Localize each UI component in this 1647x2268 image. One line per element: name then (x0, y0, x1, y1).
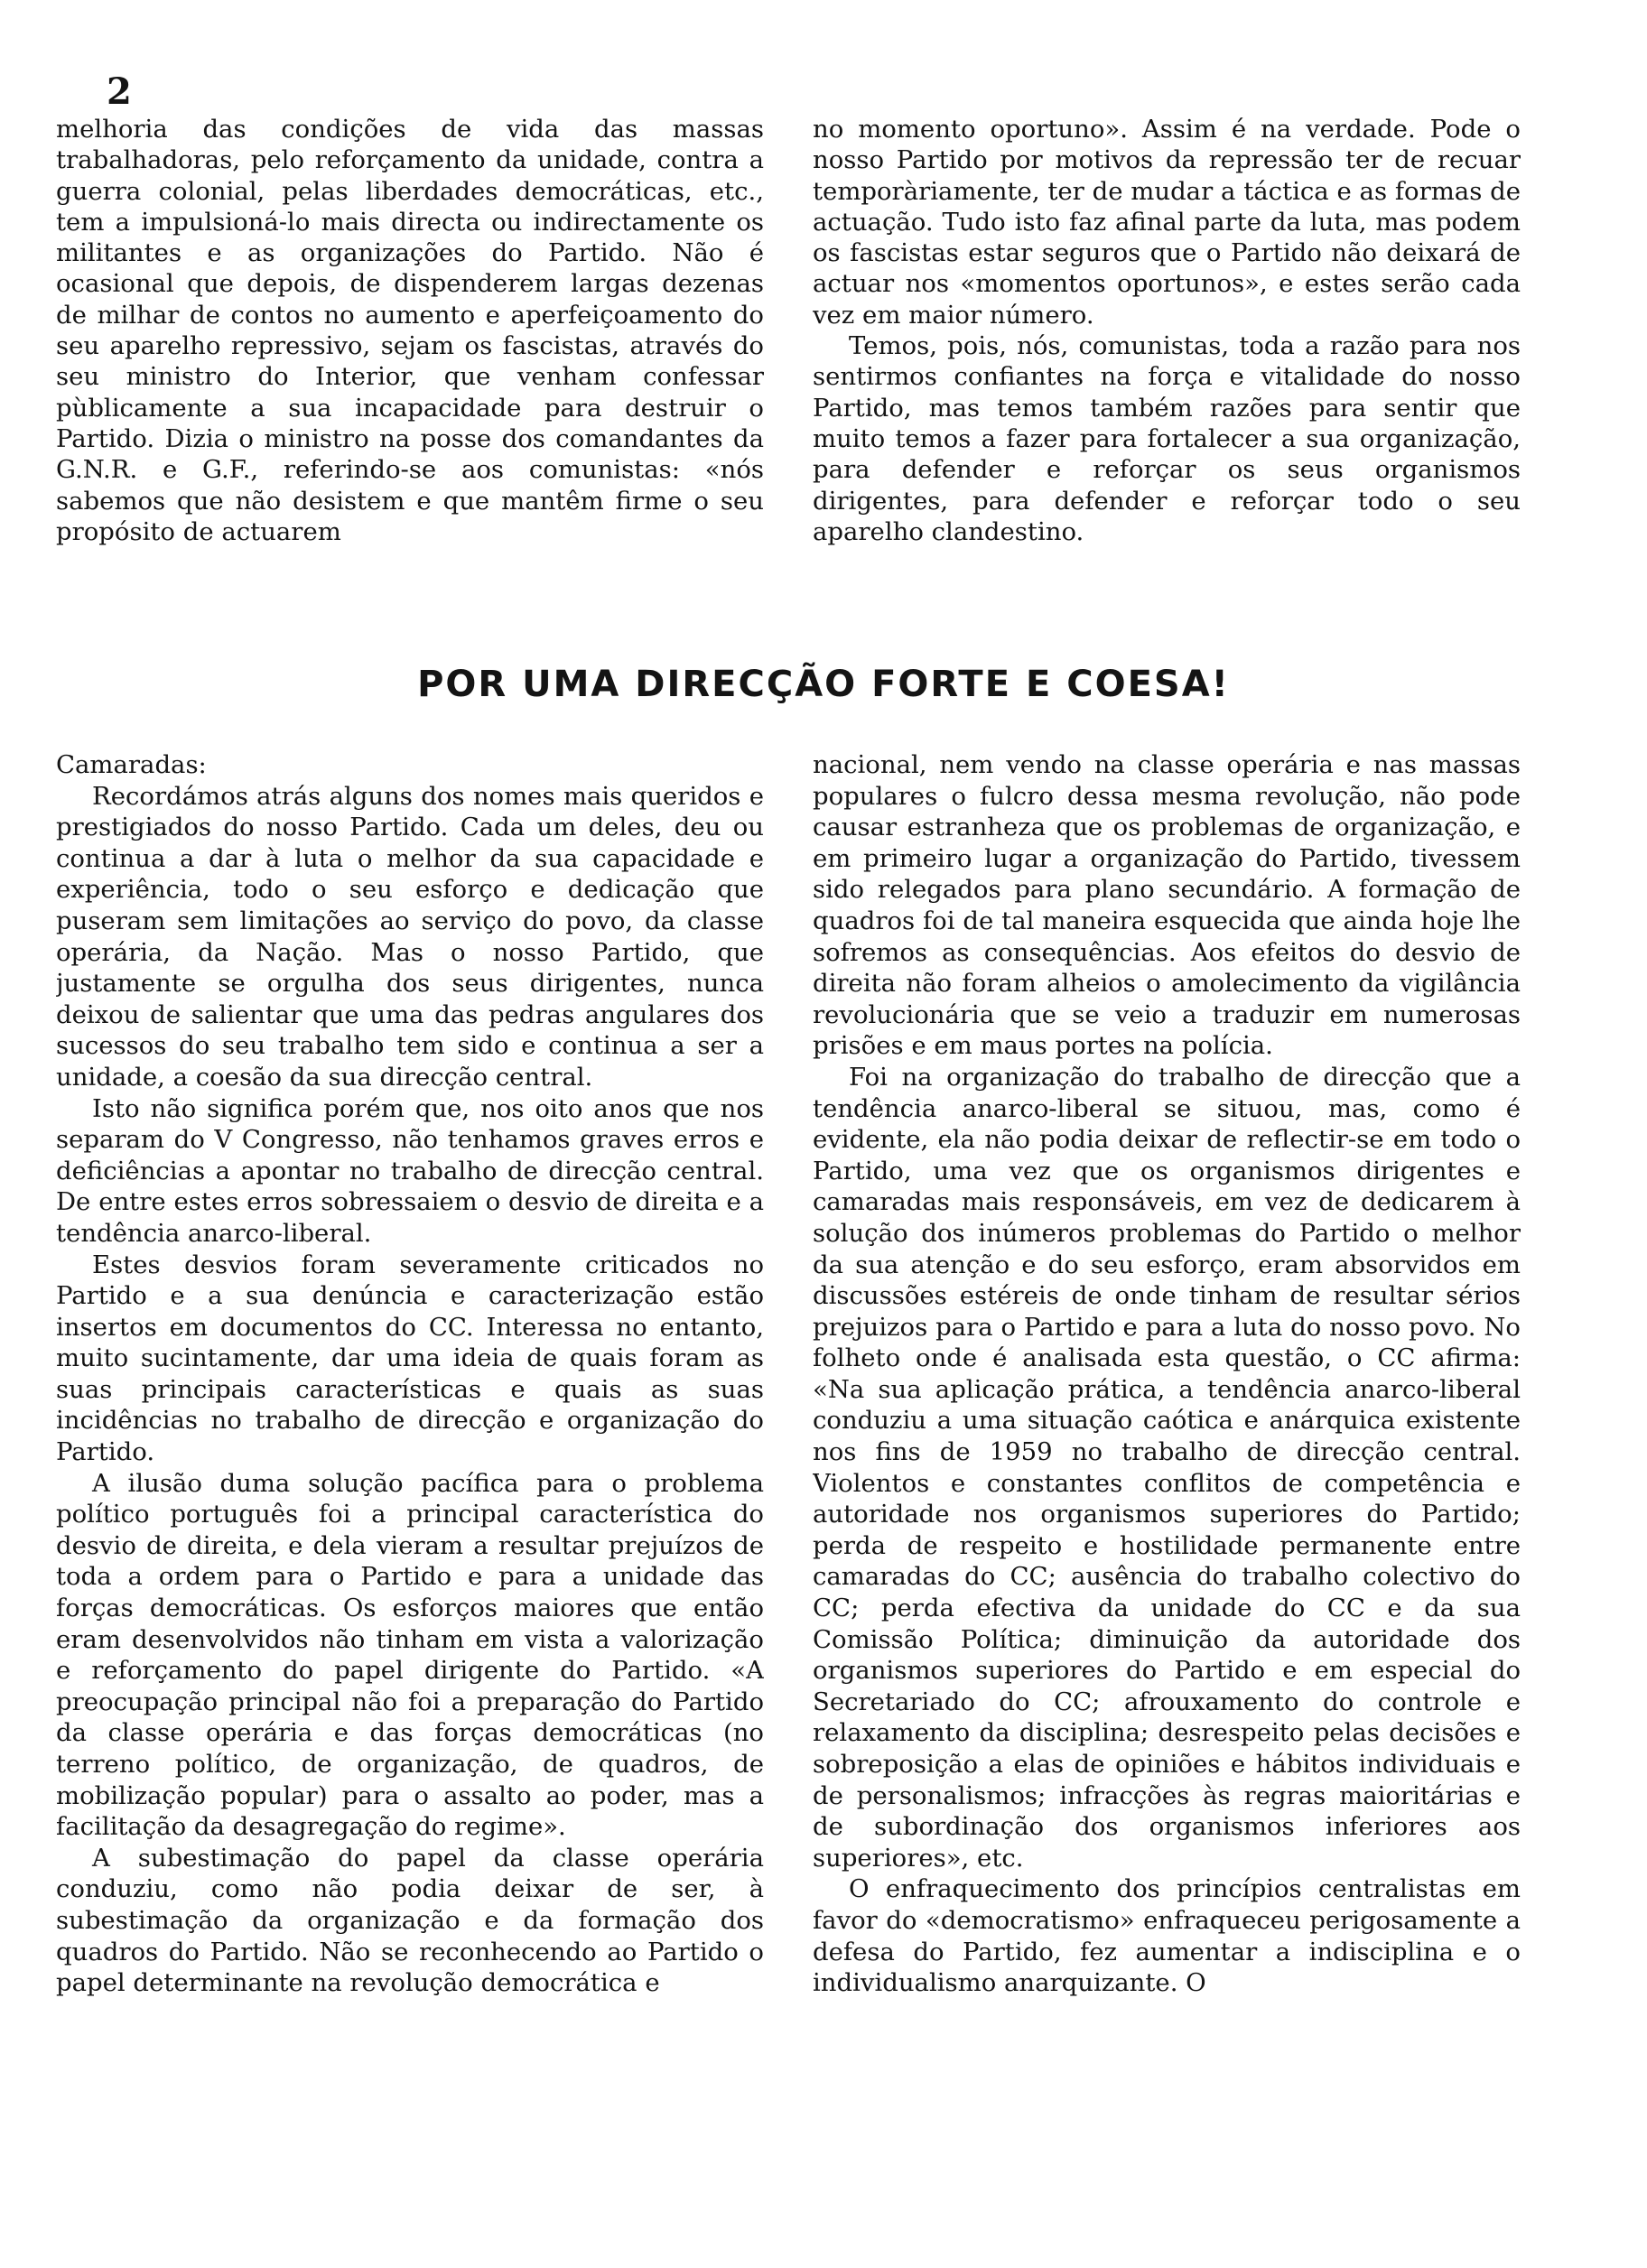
paragraph: Foi na organização do trabalho de direcção que a tendência anarco-liberal se situou, mas, como é evidente, ela não podia deixar de reflectir-se em todo o Partido, uma vez que os organismos dirigentes e camaradas mais responsáveis, em vez de dedicarem à solução dos inúmeros problemas do Partido o melhor da sua atenção e do seu esforço, eram absorvidos em discussões estéreis de onde tinham de resultar sérios prejuizos para o Partido e para a luta do nosso povo. No folheto onde é analisada esta questão, o CC afirma: «Na sua aplicação prática, a tendência anarco-liberal conduziu a uma situação caótica e anárquica existente nos fins de 1959 no trabalho de direcção central. Violentos e constantes conflitos de competência e autoridade nos organismos superiores do Partido; perda de respeito e hostilidade permanente entre camaradas do CC; ausência do trabalho colectivo do CC; perda efectiva da unidade do CC e da sua Comissão Política; diminuição da autoridade dos organismos superiores do Partido e em especial do Secretariado do CC; afrouxamento do controle e relaxamento da disciplina; desrespeito pelas decisões e sobreposição a elas de opiniões e hábitos individuais e de personalismos; infracções às regras maioritárias e de subordinação dos organismos inferiores aos superiores», etc. (813, 1062, 1521, 1873)
section-title: POR UMA DIRECÇÃO FORTE E COESA! (417, 664, 1230, 705)
top-columns (56, 114, 1521, 619)
paragraph: nacional, nem vendo na classe operária e nas massas populares o fulcro dessa mesma revolução, não pode causar estranheza que os problemas de organização, e em primeiro lugar a organização do Partido, tivessem sido relegados para plano secundário. A formação de quadros foi de tal maneira esquecida que ainda hoje lhe sofremos as consequências. Aos efeitos do desvio de direita não foram alheios o amolecimento da vigilância revolucionária que se veio a traduzir em numerosas prisões e em maus portes na polícia. (813, 750, 1521, 1061)
paragraph: Isto não significa porém que, nos oito anos que nos separam do V Congresso, não tenhamos graves erros e deficiências a apontar no trabalho de direcção central. De entre estes erros sobressaiem o desvio de direita e a tendência anarco-liberal. (56, 1093, 764, 1248)
paragraph: melhoria das condições de vida das massas trabalhadoras, pelo reforçamento da unidade, contra a guerra colonial, pelas liberdades democráticas, etc., tem a impulsioná-lo mais directa ou indirectamente os militantes e as organizações do Partido. Não é ocasional que depois, de dispenderem largas dezenas de milhar de contos no aumento e aperfeiçoamento do seu aparelho repressivo, sejam os fascistas, através do seu ministro do Interior, que venham confessar pùblicamente a sua incapacidade para destruir o Partido. Dizia o ministro na posse dos comandantes da G.N.R. e G.F., referindo-se aos comunistas: «nós sabemos que não desistem e que mantêm firme o seu propósito de actuarem (56, 115, 764, 546)
top-right-column (813, 114, 1521, 619)
top-left-column (56, 114, 764, 619)
main-columns (56, 749, 1521, 2239)
paragraph: Temos, pois, nós, comunistas, toda a razão para nos sentirmos confiantes na força e vitalidade do nosso Partido, mas temos também razões para sentir que muito temos a fazer para fortalecer a sua organização, para defender e reforçar os seus organismos dirigentes, para defender e reforçar todo o seu aparelho clandestino. (813, 331, 1521, 546)
main-right-column (813, 749, 1521, 2239)
paragraph: Estes desvios foram severamente criticados no Partido e a sua denúncia e caracterização estão insertos em documentos do CC. Interessa no entanto, muito sucintamente, dar uma ideia de quais foram as suas principais características e quais as suas incidências no trabalho de direcção e organização do Partido. (56, 1250, 764, 1467)
paragraph: Recordámos atrás alguns dos nomes mais queridos e prestigiados do nosso Partido. Cada um deles, deu ou continua a dar à luta o melhor da sua capacidade e experiência, todo o seu esforço e dedicação que puseram sem limitações ao serviço do povo, da classe operária, da Nação. Mas o nosso Partido, que justamente se orgulha dos seus dirigentes, nunca deixou de salientar que uma das pedras angulares dos sucessos do seu trabalho tem sido e continua a ser a unidade, a coesão da sua direcção central. (56, 781, 764, 1092)
paragraph: A subestimação do papel da classe operária conduziu, como não podia deixar de ser, à subestimação da organização e da formação dos quadros do Partido. Não se reconhecendo ao Partido o papel determinante na revolução democrática e (56, 1843, 764, 1998)
paragraph: no momento oportuno». Assim é na verdade. Pode o nosso Partido por motivos da repressão ter de recuar temporàriamente, ter de mudar a táctica e as formas de actuação. Tudo isto faz afinal parte da luta, mas podem os fascistas estar seguros que o Partido não deixará de actuar nos «momentos oportunos», e estes serão cada vez em maior número. (813, 115, 1521, 330)
main-left-column (56, 749, 764, 2239)
paragraph: O enfraquecimento dos princípios centralistas em favor do «democratismo» enfraqueceu perigosamente a defesa do Partido, fez aumentar a indisciplina e o individualismo anarquizante. O (813, 1874, 1521, 1998)
salutation: Camaradas: (56, 750, 207, 779)
paragraph: A ilusão duma solução pacífica para o problema político português foi a principal característica do desvio de direita, e dela vieram a resultar prejuízos de toda a ordem para o Partido e para a unidade das forças democráticas. Os esforços maiores que então eram desenvolvidos não tinham em vista a valorização e reforçamento do papel dirigente do Partido. «A preocupação principal não foi a preparação do Partido da classe operária e das forças democráticas (no terreno político, de organização, de quadros, de mobilização popular) para o assalto ao poder, mas a facilitação da desagregação do regime». (56, 1468, 764, 1842)
page-number: 2 (107, 70, 132, 113)
